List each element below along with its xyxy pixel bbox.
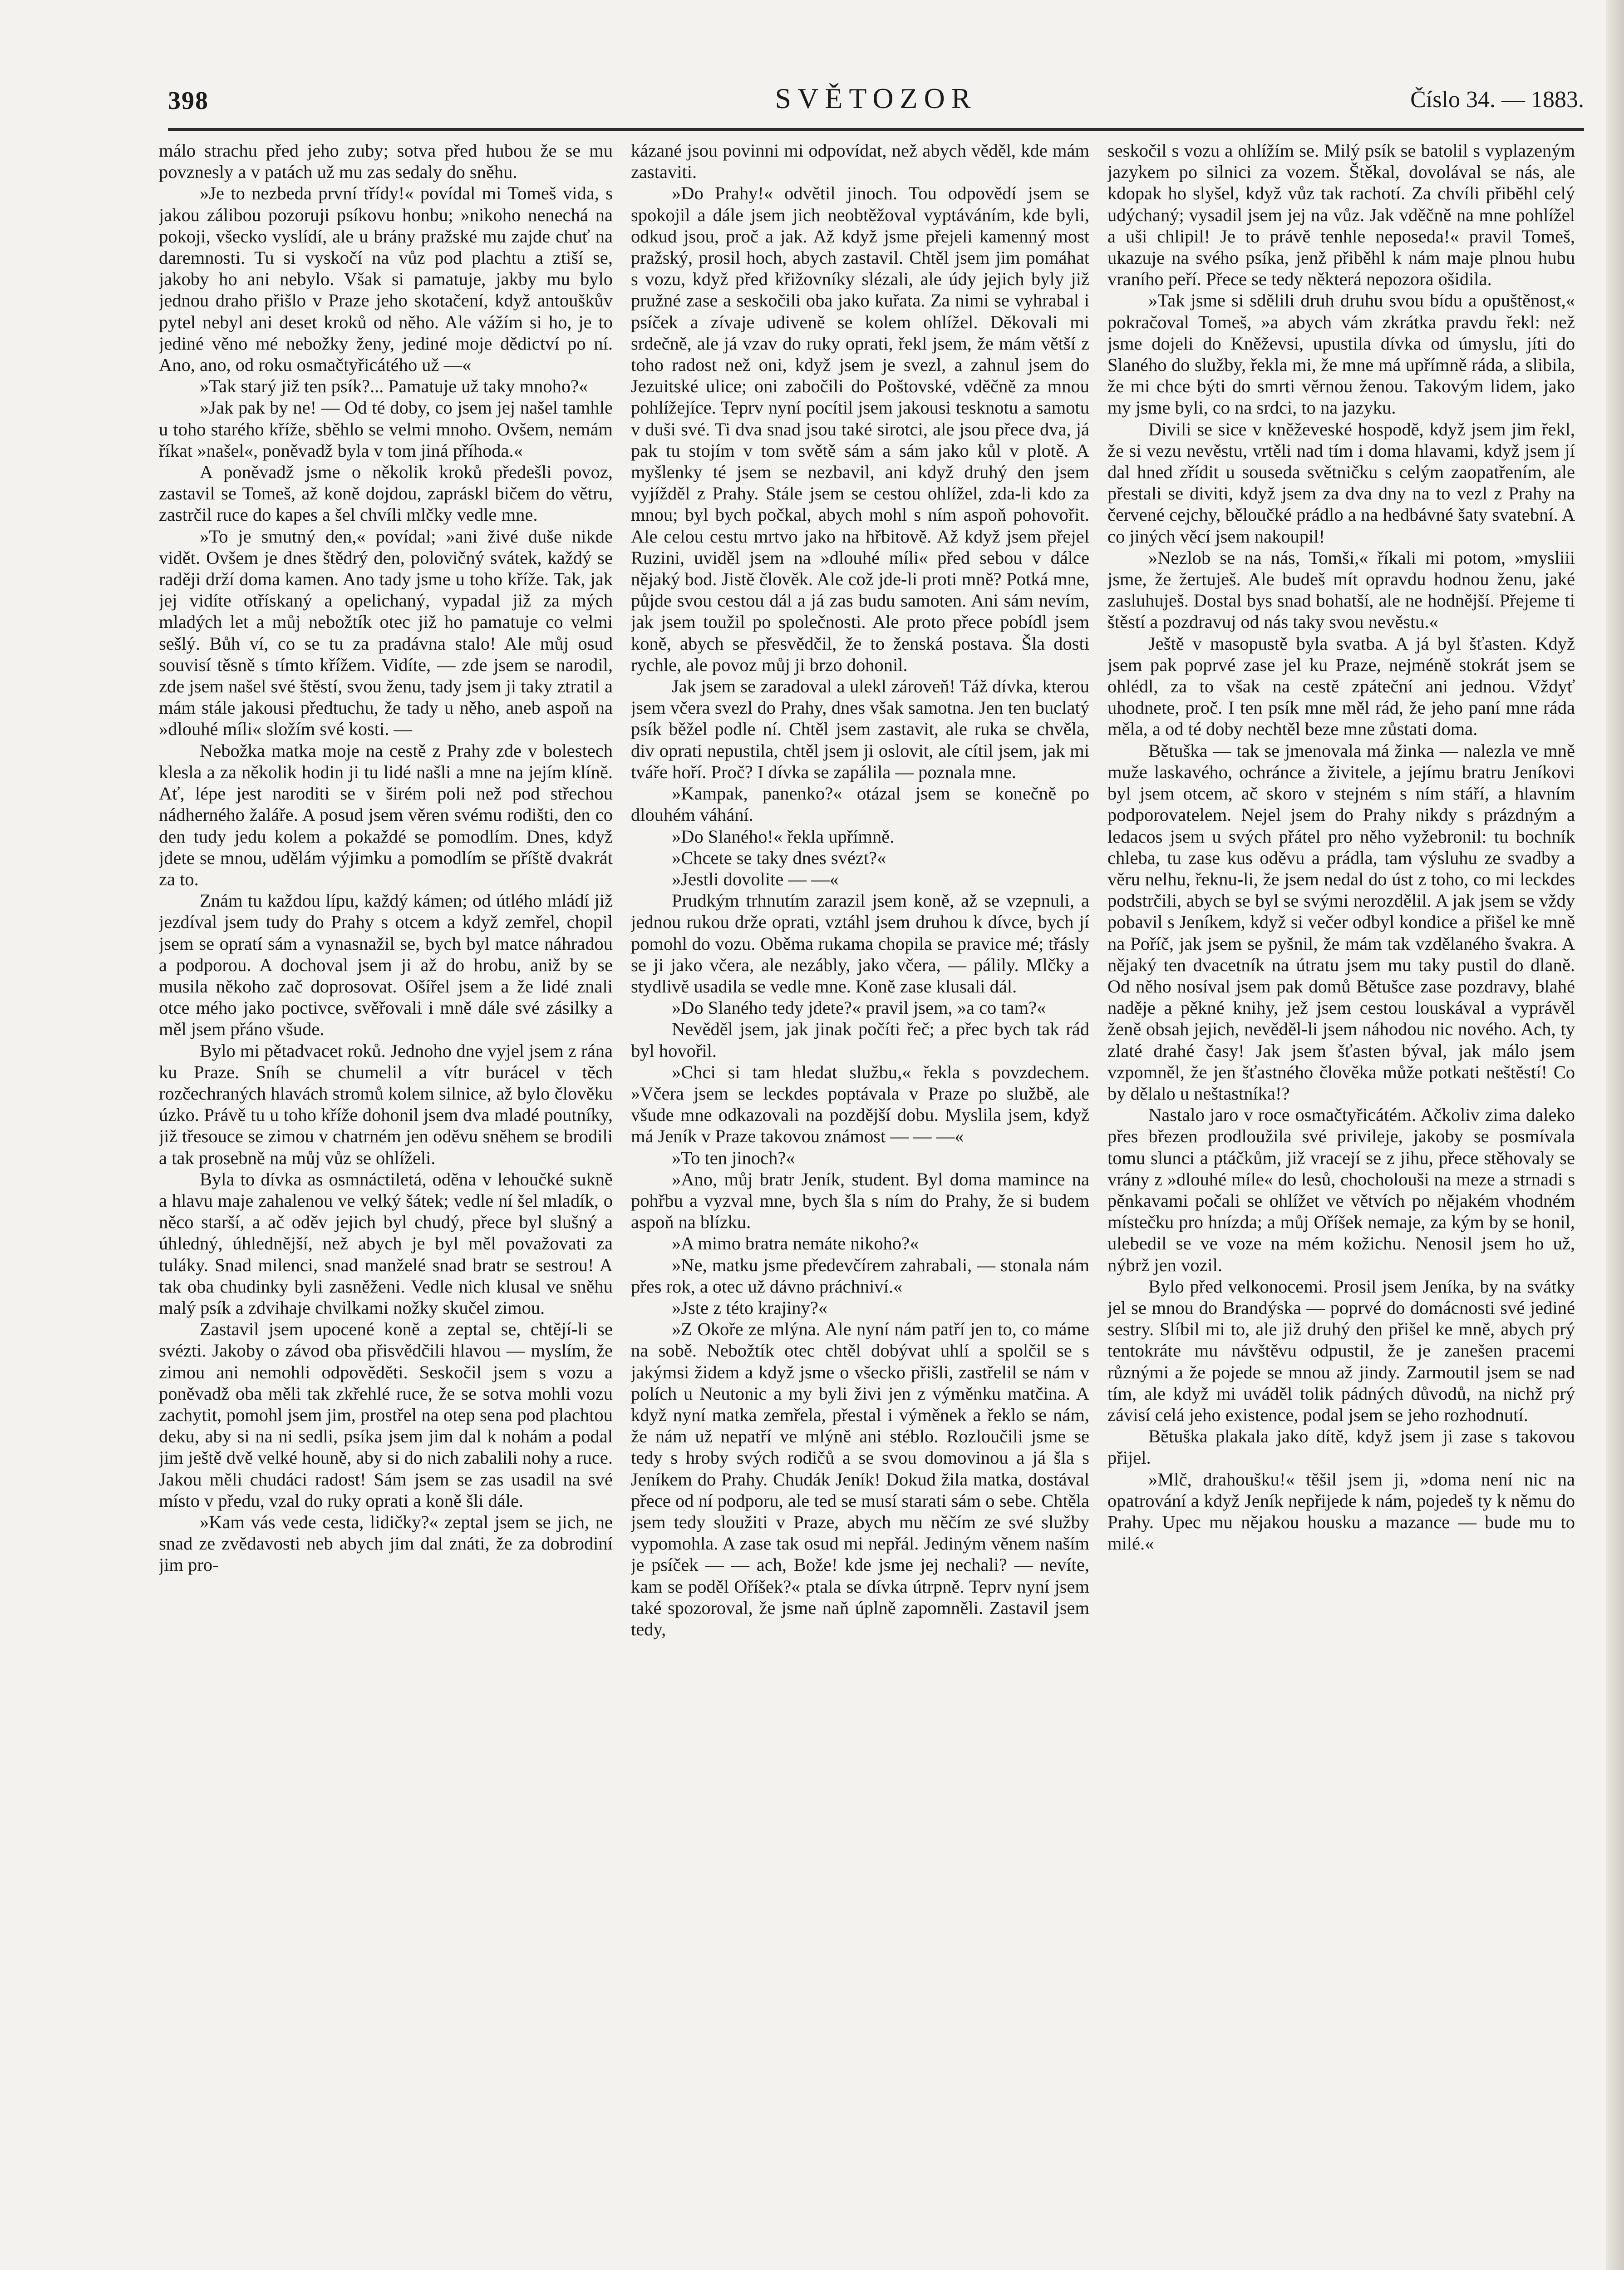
paragraph: seskočil s vozu a ohlížím se. Milý psík se batolil s vyplazeným jazykem po silnici za vozem. Štěkal, dovolával se nás, ale kdopak ho slyšel, když vůz tak rachotí. Za chvíli přiběhl celý udýchaný; vysadil jsem jej na vůz. Jak vděčně na mne pohlížel a uši chlipil! Je to právě tenhle neposeda!« pravil Tomeš, ukazuje na svého psíka, jenž přiběhl k nám maje plnou hubu vraního peří. Přece se tedy některá nepozora ošidila. — [1107, 140, 1575, 290]
paragraph: »Kam vás vede cesta, lidičky?« zeptal jsem se jich, ne snad ze zvědavosti neb abych jim dal znáti, že za dobrodiní jim pro- — [159, 1512, 613, 1575]
paragraph: A poněvadž jsme o několik kroků předešli povoz, zastavil se Tomeš, až koně dojdou, zapráskl bičem do větru, zastrčil ruce do kapes a šel chvíli mlčky vedle mne. — [159, 462, 613, 525]
paragraph: »To ten jinoch?« — [672, 1147, 795, 1168]
paragraph: »Mlč, drahoušku!« těšil jsem ji, »doma není nic na opatrování a když Jeník nepřijede k nám, pojedeš ty k němu do Prahy. Upec mu nějakou housku a mazance — bude mu to milé.« — [1107, 1469, 1575, 1554]
text-column-3 — [1107, 140, 1575, 2165]
page-number: 398 — [168, 87, 209, 115]
paragraph: Bětuška plakala jako dítě, když jsem ji zase s takovou přijel. — [1107, 1426, 1575, 1468]
paragraph: Nevěděl jsem, jak jinak počíti řeč; a přec bych tak rád byl hovořil. — [631, 1019, 1089, 1061]
paragraph: »Je to nezbeda první třídy!« povídal mi Tomeš vida, s jakou zálibou pozoruji psíkovu honbu; »nikoho nenechá na pokoji, všecko vyslídí, ale u brány pražské mu zajde chuť na daremnosti. Tu si vyskočí na vůz pod plachtu a ztiší se, jakoby ho ani nebylo. Však si pamatuje, jakby mu bylo jednou draho přišlo v Praze jeho skotačení, když antouškův pytel nebyl ani deset kroků od něho. Ale vážím si ho, je to jediné věno mé nebožky ženy, jediné moje dědictví po ní. Ano, ano, od roku osmačtyřicátého už —« — [159, 183, 613, 375]
paragraph: Nebožka matka moje na cestě z Prahy zde v bolestech klesla a za několik hodin ji tu lidé našli a mne na jejím klíně. Ať, lépe jest naroditi se v širém poli než pod střechou nádherného žaláře. A posud jsem věren svému rodišti, den co den tudy jedu kolem a pokaždé se pomodlím. Dnes, když jdete se mnou, udělám výjimku a pomodlím se příště dvakrát za to. — [159, 740, 613, 889]
paragraph: »A mimo bratra nemáte nikoho?« — [672, 1233, 919, 1254]
paragraph: »Jestli dovolite — —« — [672, 869, 839, 889]
paragraph: Bylo před velkonocemi. Prosil jsem Jeníka, by na svátky jel se mnou do Brandýska — poprvé do domácnosti své jediné sestry. Slíbil mi to, ale již druhý den přišel ke mně, abych prý tentokráte mu návštěvu odpustil, že je zanešen pracemi různými a že pojede se mnou až jindy. Zarmoutil jsem se nad tím, ale když mi uváděl tolik pádných důvodů, na nichž prý závisí celá jeho existence, podal jsem se jeho rozhodnutí. — [1107, 1276, 1575, 1425]
paragraph: Bylo mi pětadvacet roků. Jednoho dne vyjel jsem z rána ku Praze. Sníh se chumelil a vítr burácel v těch rozčechraných hlavách stromů kolem silnice, až bylo člověku úzko. Právě tu u toho kříže dohonil jsem dva mladé poutníky, již třesouce se zimou v chatrném jen oděvu sněhem se brodili a tak prosebně na můj vůz se ohlíželi. — [159, 1040, 613, 1168]
paragraph: »To je smutný den,« povídal; »ani živé duše nikde vidět. Ovšem je dnes štědrý den, polovičný svátek, každý se raději drží doma kamen. Ano tady jsme u toho kříže. Tak, jak jej vidíte otřískaný a opelichaný, vypadal již za mých mladých let a můj nebožtík otec již ho pamatuje co velmi sešlý. Bůh ví, co se tu za pradávna stalo! Ale můj osud souvisí těsně s tímto křížem. Vidíte, — zde jsem se narodil, zde jsem našel své štěstí, svou ženu, tady jsem ji taky ztratil a mám stále jakousi předtuchu, že tady u něho, aneb aspoň na »dlouhé míli« složím své kosti. — — [159, 526, 613, 740]
page-header — [168, 82, 1584, 123]
paragraph: »Ne, matku jsme předevčírem zahrabali, — stonala nám přes rok, a otec už dávno práchniví.« — [631, 1254, 1089, 1297]
paragraph: »Chcete se taky dnes svézt?« — [672, 847, 886, 868]
paragraph: »Jak pak by ne! — Od té doby, co jsem jej našel tamhle u toho starého kříže, sběhlo se velmi mnoho. Ovšem, nemám říkat »našel«, poněvadž byla v tom jiná příhoda.« — [159, 397, 613, 461]
paragraph: Bětuška — tak se jmenovala má žinka — nalezla ve mně muže laskavého, ochránce a živitele, a jejímu bratru Jeníkovi byl jsem otcem, ač skoro v stejném s ním stáří, a hlavním podporovatelem. Nejel jsem do Prahy nikdy s prázdným a ledacos jsem u svých přátel pro něho vyžebronil: tu bochník chleba, tu zase kus oděvu a prádla, tam výsluhu ze svadby a věru nelhu, řeknu-li, že jsem nedal do úst z toho, co mi leckdes podstrčili, abych se byl se svými nerozdělil. A jak jsem se vždy pobavil s Jeníkem, když si večer odbyl kondice a přišel ke mně na Poříč, jak jsem se pyšnil, že mám tak vzdělaného švakra. A nějaký ten dvacetník na útratu jsem mu taky pustil do dlaně. Od něho nosíval jsem pak domů Bětušce zase pozdravy, blahé naděje a pěkné knihy, jež jsem cestou louskával a vyprávěl ženě obsah jejich, nevěděl-li jsem náhodou nic nového. Ach, ty zlaté drahé časy! Jak jsem šťasten býval, jak málo jsem vzpomněl, že jen šťastného člověka může potkati neštěstí! Co by dělalo u neštastníka!? — [1107, 740, 1575, 1104]
text-column-2 — [631, 140, 1089, 2165]
paragraph: Nastalo jaro v roce osmačtyřicátém. Ačkoliv zima daleko přes březen prodloužila své privileje, jakoby se posmívala tomu slunci a ptáčkům, již vracejí se z jihu, přece stěhovaly se vrány z »dlouhé míle« do lesů, chocholouši na meze a strnadi s pěnkavami počali se ohlížet ve větvích po nějakém vhodném místečku pro hnízda; a můj Oříšek nemaje, za kým by se honil, ulebedil se ve voze na mém kožichu. Nenosil jsem ho už, nýbrž jen vozil. — [1107, 1105, 1575, 1275]
paragraph: »Do Prahy!« odvětil jinoch. Tou odpovědí jsem se spokojil a dále jsem jich neobtěžoval vyptáváním, kde byli, odkud jsou, proč a jak. Až když jsme přejeli kamenný most pražský, prosil hoch, abych zastavil. Chtěl jsem jim pomáhat s vozu, když před křižovníky slézali, ale údy jejich byly již pružné zase a seskočili oba jako kuřata. Za nimi se vyhrabal i psíček a zívaje udiveně se kolem ohlížel. Děkovali mi srdečně, ale já vzav do ruky oprati, řekl jsem, že mám větší z toho radost než oni, když jsem je svezl, a zahnul jsem do Jezuitské ulice; oni zabočili do Poštovské, vděčně za mnou pohlížejíce. Teprv nyní pocítil jsem jakousi tesknotu a samotu v duši své. Ti dva snad jsou také sirotci, ale jsou přece dva, já pak tu stojím v tom světě sám a sám jako kůl v plotě. A myšlenky té jsem se nezbavil, ani když druhý den jsem vyjížděl z Prahy. Stále jsem se cestou ohlížel, zda-li kdo za mnou; byl bych počkal, abych mohl s ním aspoň pohovořit. Ale celou cestu mrtvo jako na hřbitově. Až když jsem přejel Ruzini, uviděl jsem na »dlouhé míli« před sebou v dálce nějaký bod. Jistě člověk. Ale což jde-li proti mně? Potká mne, půjde svou cestou dál a já zas budu samoten. Ani sám nevím, jak jsem toužil po společnosti. Ale proto přece pobídl jsem koně, abych se přesvědčil, že to ženská postava. Šla dosti rychle, ale povoz můj ji brzo dohonil. — [631, 183, 1089, 675]
text-column-1 — [159, 140, 613, 2165]
paragraph: Divili se sice v kněževeské hospodě, když jsem jim řekl, že si vezu nevěstu, vrtěli nad tím i doma hlavami, když jsem jí dal hned zřídit u souseda světničku s celým zaopatřením, ale přestali se diviti, když jsem za dva dny na to vezl z Prahy na červené cejchy, běloučké prádlo a na hedbávné šaty svatební. A co jiných věcí jsem nakoupil! — [1107, 419, 1575, 547]
paragraph: Jak jsem se zaradoval a ulekl zároveň! Táž dívka, kterou jsem včera svezl do Prahy, dnes však samotna. Jen ten buclatý psík běžel podle ní. Chtěl jsem zastavit, ale ruka se chvěla, div oprati nepustila, chtěl jsem ji oslovit, ale cítil jsem, jak mi tváře hoří. Proč? I dívka se zapálila — poznala mne. — [631, 676, 1089, 782]
paragraph: Prudkým trhnutím zarazil jsem koně, až se vzepnuli, a jednou rukou drže oprati, vztáhl jsem druhou k dívce, bych jí pomohl do vozu. Oběma rukama chopila se pravice mé; třásly se ji jako včera, ale nezábly, jako včera, — pálily. Mlčky a stydlivě usadila se vedle mne. Koně zase klusali dál. — [631, 890, 1089, 997]
paragraph: »Do Slaného!« řekla upřímně. — [672, 826, 895, 847]
paragraph: »Kampak, panenko?« otázal jsem se konečně po dlouhém váhání. — [631, 783, 1089, 825]
page-edge — [1606, 0, 1624, 2270]
journal-title: SVĚTOZOR — [775, 82, 977, 114]
paragraph: »Tak starý již ten psík?... Pamatuje už taky mnoho?« — [200, 376, 588, 397]
paragraph: »Z Okoře ze mlýna. Ale nyní nám patří jen to, co máme na sobě. Nebožtík otec chtěl dobývat uhlí a spolčil se s jakýmsi židem a když jsme o všecko přišli, zastřelil se nám v polích u Neutonic a my byli živi jen z výměnku matčina. A když nyní matka zemřela, přestal i výměnek a řeklo se nám, že nám už nepatří ve mlýně ani stéblo. Rozloučili jsme se tedy s hroby svých rodičů a se svou domovinou a já šla s Jeníkem do Prahy. Chudák Jeník! Dokud žila matka, dostával přece od ní podporu, ale ted se musí starati sám o sebe. Chtěla jsem tedy sloužiti v Praze, abych mu něčím ze své služby vypomohla. A zase tak osud mi nepřál. Jediným věnem naším je psíček — — ach, Bože! kde jsme jej nechali? — nevíte, kam se poděl Oříšek?« ptala se dívka útrpně. Teprv nyní jsem také spozoroval, že jsme naň úplně zapomněli. Zastavil jsem tedy, — [631, 1319, 1089, 1640]
header-rule — [168, 128, 1584, 131]
paragraph: kázané jsou povinni mi odpovídat, než abych věděl, kde mám zastaviti. — [631, 140, 1089, 183]
paragraph: »Do Slaného tedy jdete?« pravil jsem, »a co tam?« — [672, 997, 1046, 1018]
paragraph: »Tak jsme si sdělili druh druhu svou bídu a opuštěnost,« pokračoval Tomeš, »a abych vám zkrátka pravdu řekl: než jsme dojeli do Kněževsi, upustila dívka od úmyslu, jíti do Slaného do služby, řekla mi, že mne má upřímně ráda, a slibila, že mi chce býti do smrti věrnou ženou. Takovým lidem, jako my jsme byli, co na srdci, to na jazyku. — [1107, 290, 1575, 418]
paragraph: Znám tu každou lípu, každý kámen; od útlého mládí již jezdíval jsem tudy do Prahy s otcem a když zemřel, chopil jsem se opratí sám a vynasnažil se, bych byl matce náhradou a podporou. A dochoval jsem ji až do hrobu, aniž by se musila někoho zač doprosovat. Ošířel jsem a že lidé znali otce mého jako poctivce, svěřovali i mně dále své zásilky a měl jsem přáno všude. — [159, 890, 613, 1040]
paragraph: Zastavil jsem upocené koně a zeptal se, chtějí-li se svézti. Jakoby o závod oba přisvědčili hlavou — myslím, že zimou ani nemohli odpověděti. Seskočil jsem s vozu a poněvadž oba měli tak zkřehlé ruce, že se sotva mohli vozu zachytit, pomohl jsem jim, prostřel na otep sena pod plachtou deku, aby si na ni sedli, psíka jsem jim dal k nohám a podal jim ještě dvě velké houně, aby si do nich zabalili nohy a ruce. Jakou měli chudáci radost! Sám jsem se zas usadil na své místo v předu, vzal do ruky oprati a koně šli dále. — [159, 1319, 613, 1511]
paragraph: »Chci si tam hledat službu,« řekla s povzdechem. »Včera jsem se leckdes poptávala v Praze po službě, ale všude mne odkazovali na pozdější dobu. Myslila jsem, když má Jeník v Praze takovou známost — — —« — [631, 1061, 1089, 1147]
paragraph: »Ano, můj bratr Jeník, student. Byl doma mamince na pohřbu a vyzval mne, bych šla s ním do Prahy, že si budem aspoň na blízku. — [631, 1169, 1089, 1233]
paragraph: Ještě v masopustě byla svatba. A já byl šťasten. Když jsem pak poprvé zase jel ku Praze, nejméně stokrát jsem se ohlédl, za to však na cestě zpáteční ani jednou. Vždyť uhodnete, proč. I ten psík mne měl rád, že jeho paní mne ráda měla, a od té doby nechtěl beze mne zůstati doma. — [1107, 633, 1575, 740]
paragraph: »Jste z této krajiny?« — [672, 1297, 828, 1318]
paragraph: Byla to dívka as osmnáctiletá, oděna v lehoučké sukně a hlavu maje zahalenou ve velký šátek; vedle ní šel mladík, o něco starší, a ač oděv jejich byl chudý, přece byl slušný a úhledný, úhlednější, než abych je byl měl považovati za tuláky. Snad milenci, snad manželé snad bratr se sestrou! A tak oba chudinky byli zasněženi. Vedle nich klusal ve sněhu malý psík a zdvihaje chvilkami nožky skučel zimou. — [159, 1169, 613, 1318]
issue-label: Číslo 34. — 1883. — [1410, 87, 1584, 113]
paragraph: málo strachu před jeho zuby; sotva před hubou že se mu povznesly a v patách už mu zas sedaly do sněhu. — [159, 140, 613, 183]
paragraph: »Nezlob se na nás, Tomši,« říkali mi potom, »mysliii jsme, že žertuješ. Ale budeš mít opravdu hodnou ženu, jaké zasluhuješ. Dostal bys snad bohatší, ale ne hodnější. Přejeme ti štěstí a pozdravuj od nás taky svou nevěstu.« — [1107, 547, 1575, 632]
